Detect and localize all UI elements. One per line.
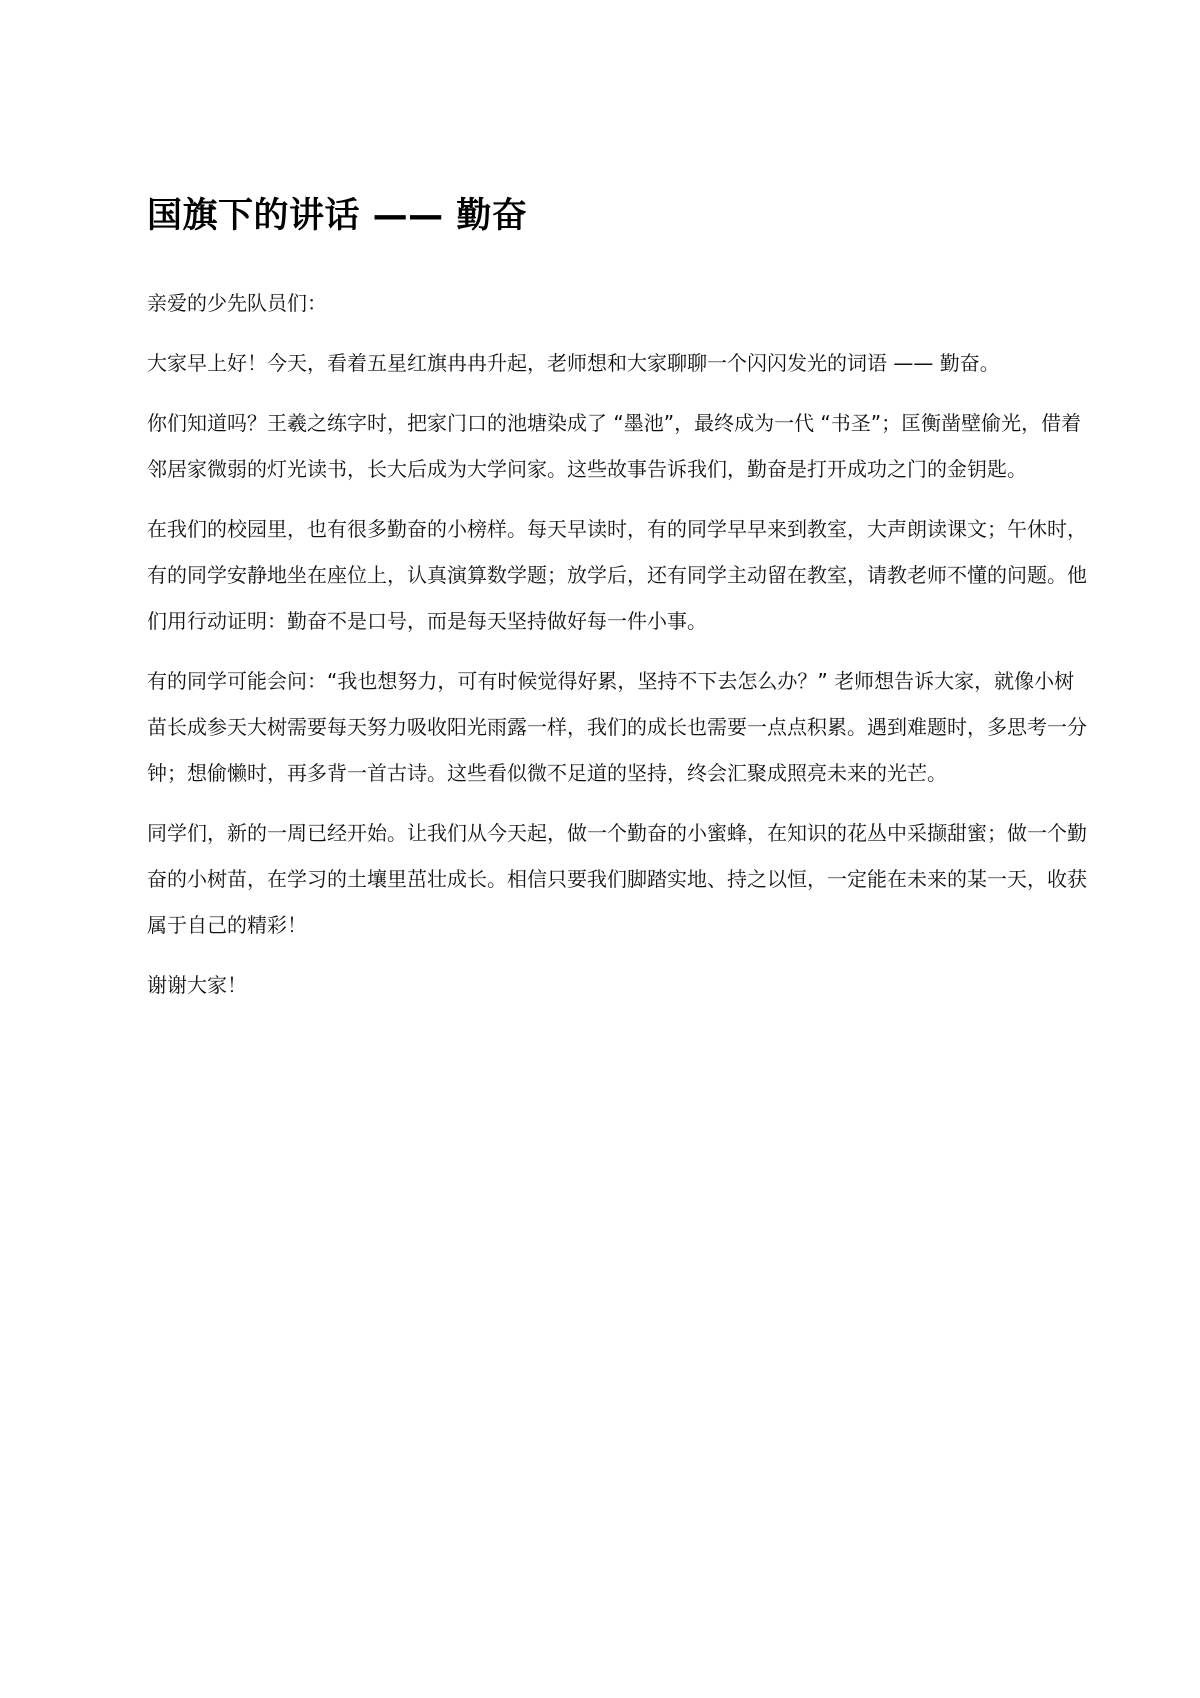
- document-body: [147, 192, 1087, 1022]
- paragraph-call-to-action: 同学们，新的一周已经开始。让我们从今天起，做一个勤奋的小蜜蜂，在知识的花丛中采撷甜蜜；做一个勤奋的小树苗，在学习的土壤里茁壮成长。相信只要我们脚踏实地、持之以恒，一定能在未来的某一天，收获属于自己的精彩！: [147, 821, 1087, 937]
- document-title: 国旗下的讲话 —— 勤奋: [147, 196, 528, 236]
- paragraph-opening: 大家早上好！今天，看着五星红旗冉冉升起，老师想和大家聊聊一个闪闪发光的词语 —— 勤奋。: [147, 351, 1000, 375]
- paragraph-greeting: 亲爱的少先队员们：: [147, 291, 327, 315]
- paragraph-campus-examples: 在我们的校园里，也有很多勤奋的小榜样。每天早读时，有的同学早早来到教室，大声朗读课文；午休时，有的同学安静地坐在座位上，认真演算数学题；放学后，还有同学主动留在教室，请教老师不懂的问题。他们用行动证明：勤奋不是口号，而是每天坚持做好每一件小事。: [147, 517, 1087, 633]
- paragraph-encouragement: 有的同学可能会问：“我也想努力，可有时候觉得好累，坚持不下去怎么办？” 老师想告诉大家，就像小树苗长成参天大树需要每天努力吸收阳光雨露一样，我们的成长也需要一点点积累。遇到难题时，多思考一分钟；想偷懒时，再多背一首古诗。这些看似微不足道的坚持，终会汇聚成照亮未来的光芒。: [147, 669, 1087, 785]
- paragraph-stories: 你们知道吗？王羲之练字时，把家门口的池塘染成了 “墨池”，最终成为一代 “书圣”；匡衡凿壁偷光，借着邻居家微弱的灯光读书，长大后成为大学问家。这些故事告诉我们，勤奋是打开成功之门的金钥匙。: [147, 411, 1082, 481]
- paragraph-closing: 谢谢大家！: [147, 973, 247, 997]
